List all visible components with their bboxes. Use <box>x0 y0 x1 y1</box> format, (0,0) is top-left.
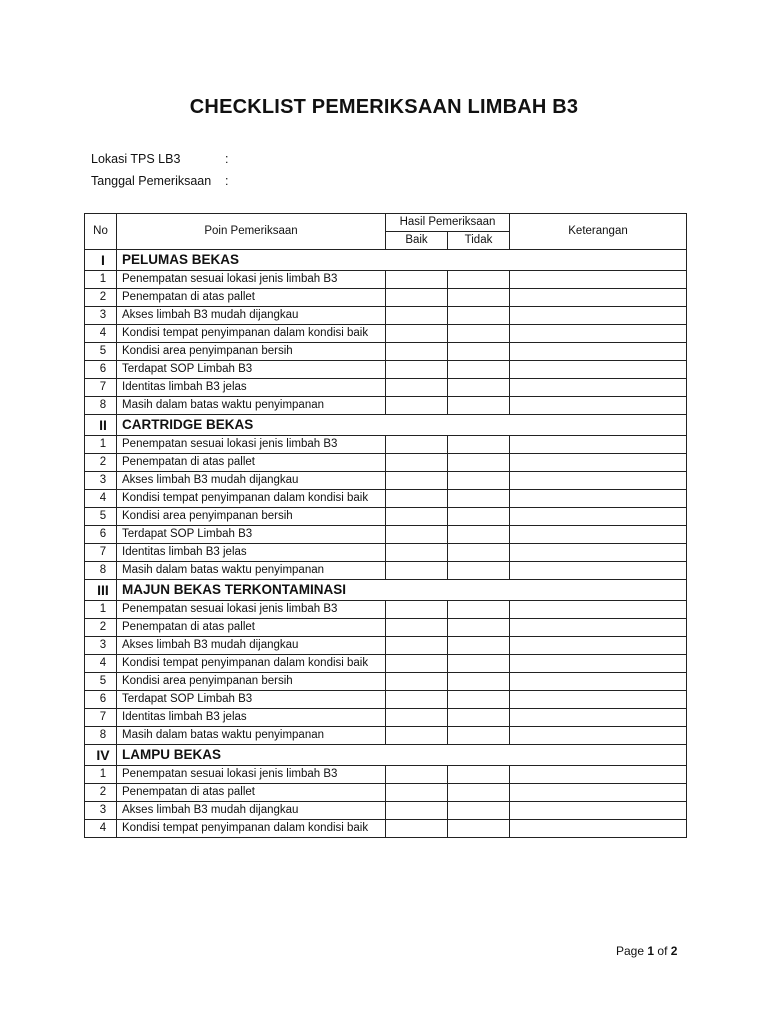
table-row <box>85 508 687 526</box>
item-text: Kondisi tempat penyimpanan dalam kondisi baik <box>117 820 386 838</box>
table-row <box>85 784 687 802</box>
note-cell[interactable] <box>510 655 687 673</box>
good-cell[interactable] <box>386 691 448 709</box>
table-row <box>85 343 687 361</box>
table-row <box>85 454 687 472</box>
item-text: Masih dalam batas waktu penyimpanan <box>117 397 386 415</box>
table-row <box>85 709 687 727</box>
not-good-cell[interactable] <box>448 784 510 802</box>
header-good: Baik <box>386 232 448 250</box>
section-row <box>85 580 687 601</box>
item-text: Terdapat SOP Limbah B3 <box>117 526 386 544</box>
item-text: Kondisi tempat penyimpanan dalam kondisi baik <box>117 655 386 673</box>
date-label: Tanggal Pemeriksaan <box>91 174 212 188</box>
checklist-body <box>85 250 687 838</box>
document-title: CHECKLIST PEMERIKSAAN LIMBAH B3 <box>189 96 579 118</box>
table-row <box>85 289 687 307</box>
note-cell[interactable] <box>510 802 687 820</box>
good-cell[interactable] <box>386 673 448 691</box>
item-number: 8 <box>85 727 117 745</box>
table-row <box>85 271 687 289</box>
good-cell[interactable] <box>386 472 448 490</box>
item-text: Identitas limbah B3 jelas <box>117 544 386 562</box>
note-cell[interactable] <box>510 544 687 562</box>
good-cell[interactable] <box>386 397 448 415</box>
item-number: 6 <box>85 691 117 709</box>
table-row <box>85 526 687 544</box>
item-number: 5 <box>85 673 117 691</box>
item-number: 7 <box>85 379 117 397</box>
location-colon: : <box>225 152 229 166</box>
section-title: MAJUN BEKAS TERKONTAMINASI <box>117 580 687 601</box>
not-good-cell[interactable] <box>448 361 510 379</box>
good-cell[interactable] <box>386 289 448 307</box>
section-row <box>85 250 687 271</box>
table-row <box>85 436 687 454</box>
note-cell[interactable] <box>510 691 687 709</box>
location-label: Lokasi TPS LB3 <box>91 152 181 166</box>
good-cell[interactable] <box>386 709 448 727</box>
good-cell[interactable] <box>386 526 448 544</box>
table-row <box>85 802 687 820</box>
note-cell[interactable] <box>510 637 687 655</box>
item-text: Akses limbah B3 mudah dijangkau <box>117 307 386 325</box>
good-cell[interactable] <box>386 436 448 454</box>
item-text: Akses limbah B3 mudah dijangkau <box>117 637 386 655</box>
not-good-cell[interactable] <box>448 619 510 637</box>
item-text: Terdapat SOP Limbah B3 <box>117 361 386 379</box>
item-number: 4 <box>85 490 117 508</box>
item-number: 3 <box>85 472 117 490</box>
note-cell[interactable] <box>510 436 687 454</box>
header-note: Keterangan <box>510 214 687 250</box>
table-row <box>85 472 687 490</box>
item-number: 7 <box>85 709 117 727</box>
table-row <box>85 673 687 691</box>
item-number: 1 <box>85 436 117 454</box>
item-text: Masih dalam batas waktu penyimpanan <box>117 727 386 745</box>
note-cell[interactable] <box>510 472 687 490</box>
item-number: 2 <box>85 454 117 472</box>
not-good-cell[interactable] <box>448 436 510 454</box>
not-good-cell[interactable] <box>448 637 510 655</box>
item-number: 4 <box>85 820 117 838</box>
note-cell[interactable] <box>510 526 687 544</box>
note-cell[interactable] <box>510 766 687 784</box>
item-text: Kondisi tempat penyimpanan dalam kondisi baik <box>117 325 386 343</box>
not-good-cell[interactable] <box>448 601 510 619</box>
item-number: 3 <box>85 802 117 820</box>
good-cell[interactable] <box>386 490 448 508</box>
note-cell[interactable] <box>510 784 687 802</box>
item-text: Akses limbah B3 mudah dijangkau <box>117 802 386 820</box>
not-good-cell[interactable] <box>448 490 510 508</box>
not-good-cell[interactable] <box>448 271 510 289</box>
table-row <box>85 562 687 580</box>
note-cell[interactable] <box>510 820 687 838</box>
not-good-cell[interactable] <box>448 307 510 325</box>
good-cell[interactable] <box>386 325 448 343</box>
item-text: Terdapat SOP Limbah B3 <box>117 691 386 709</box>
note-cell[interactable] <box>510 727 687 745</box>
note-cell[interactable] <box>510 289 687 307</box>
table-row <box>85 727 687 745</box>
item-text: Penempatan sesuai lokasi jenis limbah B3 <box>117 271 386 289</box>
not-good-cell[interactable] <box>448 343 510 361</box>
item-text: Penempatan sesuai lokasi jenis limbah B3 <box>117 601 386 619</box>
table-row <box>85 325 687 343</box>
table-row <box>85 820 687 838</box>
note-cell[interactable] <box>510 307 687 325</box>
item-text: Penempatan di atas pallet <box>117 784 386 802</box>
item-number: 1 <box>85 271 117 289</box>
date-colon: : <box>225 174 229 188</box>
item-number: 2 <box>85 619 117 637</box>
item-text: Penempatan di atas pallet <box>117 289 386 307</box>
item-number: 4 <box>85 655 117 673</box>
not-good-cell[interactable] <box>448 379 510 397</box>
good-cell[interactable] <box>386 508 448 526</box>
item-number: 3 <box>85 307 117 325</box>
note-cell[interactable] <box>510 709 687 727</box>
table-row <box>85 691 687 709</box>
item-number: 8 <box>85 562 117 580</box>
section-number: I <box>85 250 117 271</box>
page-current: 1 <box>647 944 655 958</box>
item-text: Penempatan sesuai lokasi jenis limbah B3 <box>117 766 386 784</box>
table-row <box>85 619 687 637</box>
good-cell[interactable] <box>386 307 448 325</box>
page-of-label: of <box>657 944 668 958</box>
table-row <box>85 379 687 397</box>
page-total: 2 <box>670 944 678 958</box>
header-not: Tidak <box>448 232 510 250</box>
item-text: Kondisi tempat penyimpanan dalam kondisi baik <box>117 490 386 508</box>
item-number: 4 <box>85 325 117 343</box>
item-text: Kondisi area penyimpanan bersih <box>117 673 386 691</box>
table-row <box>85 637 687 655</box>
not-good-cell[interactable] <box>448 325 510 343</box>
date-field <box>91 174 228 188</box>
note-cell[interactable] <box>510 271 687 289</box>
not-good-cell[interactable] <box>448 544 510 562</box>
page-number <box>616 944 677 958</box>
not-good-cell[interactable] <box>448 709 510 727</box>
good-cell[interactable] <box>386 619 448 637</box>
good-cell[interactable] <box>386 766 448 784</box>
not-good-cell[interactable] <box>448 397 510 415</box>
item-text: Penempatan di atas pallet <box>117 454 386 472</box>
table-row <box>85 361 687 379</box>
not-good-cell[interactable] <box>448 526 510 544</box>
good-cell[interactable] <box>386 802 448 820</box>
item-text: Penempatan di atas pallet <box>117 619 386 637</box>
good-cell[interactable] <box>386 637 448 655</box>
good-cell[interactable] <box>386 343 448 361</box>
good-cell[interactable] <box>386 820 448 838</box>
item-number: 7 <box>85 544 117 562</box>
not-good-cell[interactable] <box>448 820 510 838</box>
item-number: 5 <box>85 343 117 361</box>
header-point: Poin Pemeriksaan <box>117 214 386 250</box>
good-cell[interactable] <box>386 379 448 397</box>
header-result: Hasil Pemeriksaan <box>386 214 510 232</box>
item-number: 6 <box>85 361 117 379</box>
not-good-cell[interactable] <box>448 727 510 745</box>
table-row <box>85 655 687 673</box>
table-row <box>85 601 687 619</box>
note-cell[interactable] <box>510 397 687 415</box>
item-text: Penempatan sesuai lokasi jenis limbah B3 <box>117 436 386 454</box>
section-number: IV <box>85 745 117 766</box>
note-cell[interactable] <box>510 508 687 526</box>
not-good-cell[interactable] <box>448 766 510 784</box>
not-good-cell[interactable] <box>448 454 510 472</box>
item-number: 5 <box>85 508 117 526</box>
item-number: 1 <box>85 766 117 784</box>
good-cell[interactable] <box>386 562 448 580</box>
note-cell[interactable] <box>510 562 687 580</box>
good-cell[interactable] <box>386 271 448 289</box>
section-row <box>85 415 687 436</box>
item-number: 3 <box>85 637 117 655</box>
section-number: III <box>85 580 117 601</box>
section-title: LAMPU BEKAS <box>117 745 687 766</box>
note-cell[interactable] <box>510 490 687 508</box>
note-cell[interactable] <box>510 343 687 361</box>
item-text: Akses limbah B3 mudah dijangkau <box>117 472 386 490</box>
note-cell[interactable] <box>510 619 687 637</box>
table-row <box>85 544 687 562</box>
not-good-cell[interactable] <box>448 472 510 490</box>
section-row <box>85 745 687 766</box>
note-cell[interactable] <box>510 379 687 397</box>
good-cell[interactable] <box>386 361 448 379</box>
location-field <box>91 152 228 166</box>
not-good-cell[interactable] <box>448 691 510 709</box>
item-text: Identitas limbah B3 jelas <box>117 709 386 727</box>
item-number: 1 <box>85 601 117 619</box>
note-cell[interactable] <box>510 454 687 472</box>
item-number: 8 <box>85 397 117 415</box>
item-text: Masih dalam batas waktu penyimpanan <box>117 562 386 580</box>
good-cell[interactable] <box>386 601 448 619</box>
section-title: PELUMAS BEKAS <box>117 250 687 271</box>
checklist-table <box>84 213 687 838</box>
note-cell[interactable] <box>510 325 687 343</box>
table-row <box>85 766 687 784</box>
table-row <box>85 307 687 325</box>
note-cell[interactable] <box>510 673 687 691</box>
item-number: 6 <box>85 526 117 544</box>
not-good-cell[interactable] <box>448 673 510 691</box>
item-number: 2 <box>85 784 117 802</box>
not-good-cell[interactable] <box>448 289 510 307</box>
good-cell[interactable] <box>386 454 448 472</box>
item-text: Kondisi area penyimpanan bersih <box>117 508 386 526</box>
not-good-cell[interactable] <box>448 562 510 580</box>
item-text: Identitas limbah B3 jelas <box>117 379 386 397</box>
item-text: Kondisi area penyimpanan bersih <box>117 343 386 361</box>
good-cell[interactable] <box>386 727 448 745</box>
good-cell[interactable] <box>386 544 448 562</box>
table-row <box>85 490 687 508</box>
not-good-cell[interactable] <box>448 802 510 820</box>
not-good-cell[interactable] <box>448 655 510 673</box>
table-row <box>85 397 687 415</box>
header-no: No <box>85 214 117 250</box>
note-cell[interactable] <box>510 361 687 379</box>
section-number: II <box>85 415 117 436</box>
good-cell[interactable] <box>386 655 448 673</box>
not-good-cell[interactable] <box>448 508 510 526</box>
item-number: 2 <box>85 289 117 307</box>
section-title: CARTRIDGE BEKAS <box>117 415 687 436</box>
note-cell[interactable] <box>510 601 687 619</box>
page-label: Page <box>616 944 645 958</box>
good-cell[interactable] <box>386 784 448 802</box>
